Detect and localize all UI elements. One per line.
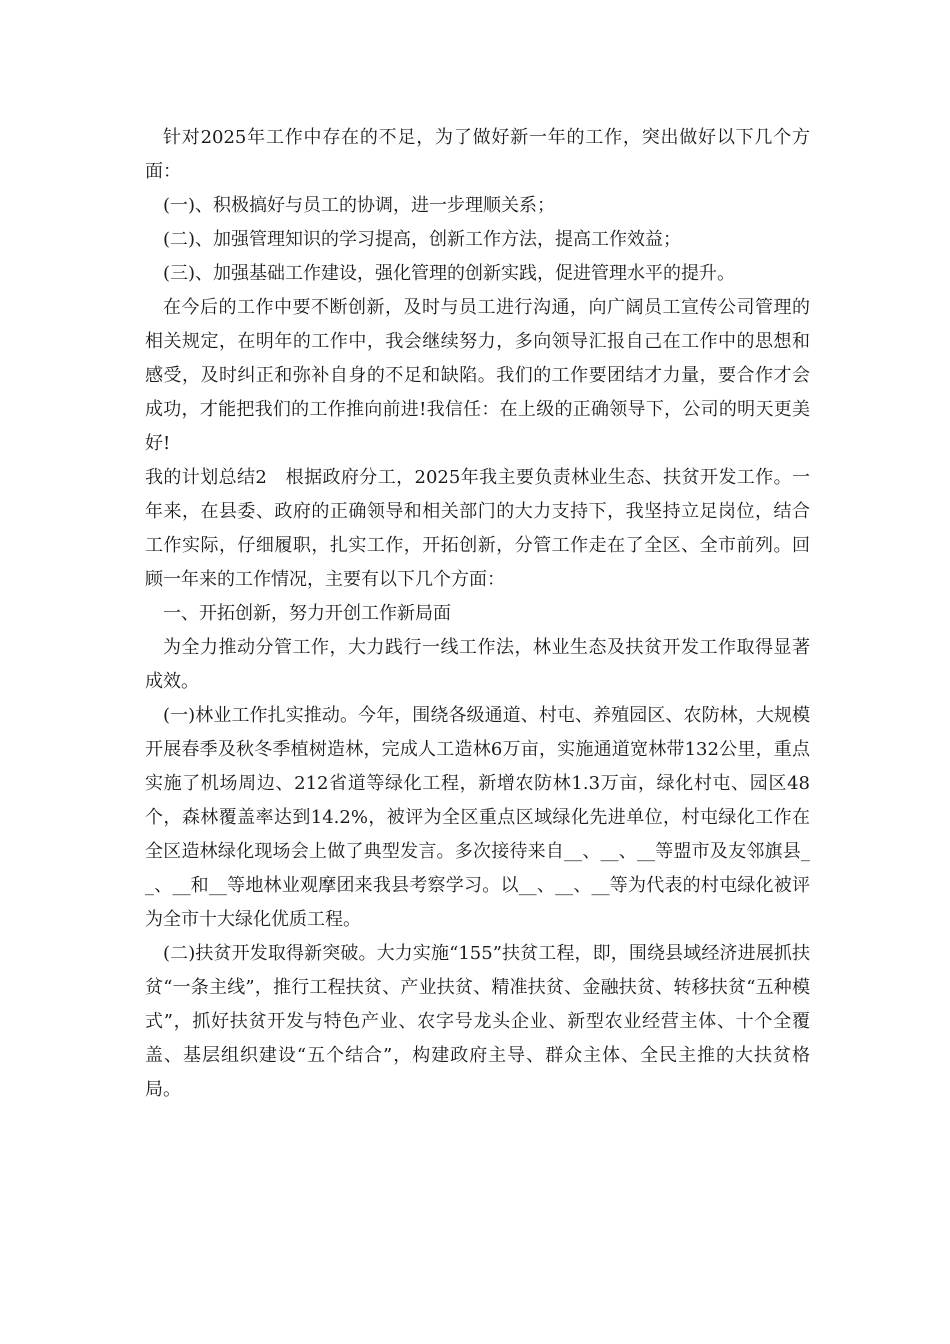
paragraph-intro: 针对2025年工作中存在的不足，为了做好新一年的工作，突出做好以下几个方面：	[145, 127, 810, 182]
paragraph-poverty-alleviation: (二)扶贫开发取得新突破。大力实施“155”扶贫工程，即，围绕县域经济进展抓扶贫“一条主线”，推行工程扶贫、产业扶贫、精准扶贫、金融扶贫、转移扶贫“五种模式”，抓好扶贫开发与特色产业、农字号龙头企业、新型农业经营主体、十个全覆盖、基层组织建设“五个结合”，构建政府主导、群众主体、全民主推的大扶贫格局。	[145, 943, 810, 1100]
paragraph-forestry: (一)林业工作扎实推动。今年，围绕各级通道、村屯、养殖园区、农防林，大规模开展春季及秋冬季植树造林，完成人工造林6万亩，实施通道宽林带132公里，重点实施了机场周边、212省道等绿化工程，新增农防林1.3万亩，绿化村屯、园区48个，森林覆盖率达到14.2%，被评为全区重点区域绿化先进单位，村屯绿化工作在全区造林绿化现场会上做了典型发言。多次接待来自__、__、__等盟市及友邻旗县__、__和__等地林业观摩团来我县考察学习。以__、__、__等为代表的村屯绿化被评为全市十大绿化优质工程。	[145, 705, 810, 930]
paragraph-section-intro: 为全力推动分管工作，大力践行一线工作法，林业生态及扶贫开发工作取得显著成效。	[145, 637, 810, 692]
list-item-1: (一)、积极搞好与员工的协调，进一步理顺关系；	[163, 195, 556, 216]
list-item-3: (三)、加强基础工作建设，强化管理的创新实践，促进管理水平的提升。	[163, 263, 736, 284]
section-heading-1: 一、开拓创新，努力开创工作新局面	[163, 603, 451, 624]
paragraph-summary-2: 我的计划总结2 根据政府分工，2025年我主要负责林业生态、扶贫开发工作。一年来，在县委、政府的正确领导和相关部门的大力支持下，我坚持立足岗位，结合工作实际，仔细履职，扎实工作，开拓创新，分管工作走在了全区、全市前列。回顾一年来的工作情况，主要有以下几个方面：	[145, 467, 810, 590]
list-item-2: (二)、加强管理知识的学习提高，创新工作方法，提高工作效益；	[163, 229, 682, 250]
document-body	[145, 121, 810, 1107]
paragraph-outlook: 在今后的工作中要不断创新，及时与员工进行沟通，向广阔员工宣传公司管理的相关规定，在明年的工作中，我会继续努力，多向领导汇报自己在工作中的思想和感受，及时纠正和弥补自身的不足和缺陷。我们的工作要团结才力量，要合作才会成功，才能把我们的工作推向前进!我信任：在上级的正确领导下，公司的明天更美好!	[145, 297, 810, 454]
